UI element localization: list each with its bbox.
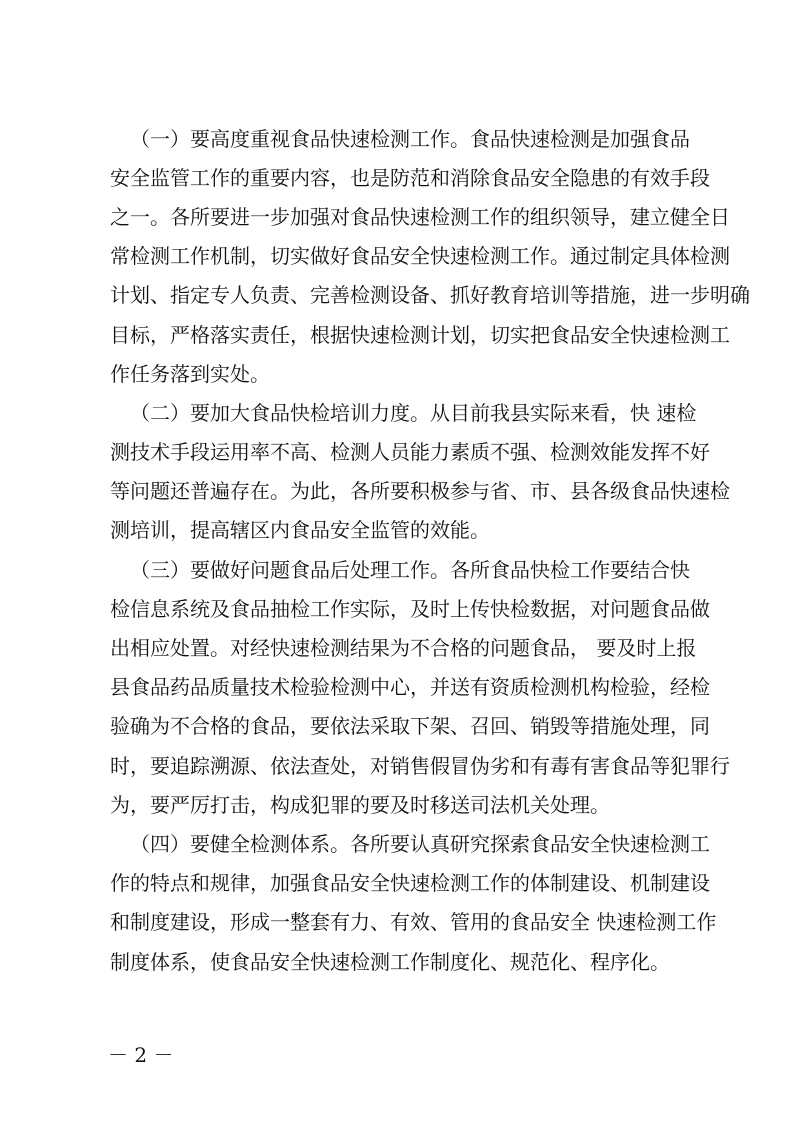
paragraph-4-line-3: 和制度建设，形成一整套有力、有效、管用的食品安全 快速检测工作 [110,910,717,934]
paragraph-1-line-1: （一）要高度重视食品快速检测工作。食品快速检测是加强食品 [130,127,690,151]
paragraph-2-line-2: 测技术手段运用率不高、检测人员能力素质不强、检测效能发挥不好 [110,440,710,464]
paragraph-3-line-4: 县食品药品质量技术检验检测中心，并送有资质检测机构检验，经检 [110,675,710,699]
paragraph-4-line-1: （四）要健全检测体系。各所要认真研究探索食品安全快速检测工 [130,832,710,856]
paragraph-4-line-2: 作的特点和规律，加强食品安全快速检测工作的体制建设、机制建设 [110,871,710,895]
paragraph-2-line-3: 等问题还普遍存在。为此，各所要积极参与省、市、县各级食品快速检 [110,479,730,503]
paragraph-4-line-4: 制度体系，使食品安全快速检测工作制度化、规范化、程序化。 [110,950,670,974]
paragraph-3-line-5: 验确为不合格的食品，要依法采取下架、召回、销毁等措施处理，同 [110,714,710,738]
paragraph-3-line-1: （三）要做好问题食品后处理工作。各所食品快检工作要结合快 [130,558,690,582]
paragraph-3-line-6: 时，要追踪溯源、依法查处，对销售假冒伪劣和有毒有害食品等犯罪行 [110,754,730,778]
paragraph-1-line-6: 目标，严格落实责任，根据快速检测计划，切实把食品安全快速检测工 [110,323,730,347]
paragraph-1-line-3: 之一。各所要进一步加强对食品快速检测工作的组织领导，建立健全日 [110,205,730,229]
page-number: － 2 － [108,1043,174,1067]
paragraph-3-line-2: 检信息系统及食品抽检工作实际，及时上传快检数据，对问题食品做 [110,597,710,621]
paragraph-1-line-2: 安全监管工作的重要内容，也是防范和消除食品安全隐患的有效手段 [110,166,710,190]
paragraph-1-line-5: 计划、指定专人负责、完善检测设备、抓好教育培训等措施，进一步明确 [110,283,750,307]
paragraph-3-line-3: 出相应处置。对经快速检测结果为不合格的问题食品， 要及时上报 [110,636,697,660]
paragraph-1-line-4: 常检测工作机制，切实做好食品安全快速检测工作。通过制定具体检测 [110,244,730,268]
paragraph-2-line-4: 测培训，提高辖区内食品安全监管的效能。 [110,518,490,542]
paragraph-3-line-7: 为，要严厉打击，构成犯罪的要及时移送司法机关处理。 [110,793,610,817]
paragraph-2-line-1: （二）要加大食品快检培训力度。从目前我县实际来看，快 速检 [130,401,697,425]
paragraph-1-line-7: 作任务落到实处。 [110,362,270,386]
